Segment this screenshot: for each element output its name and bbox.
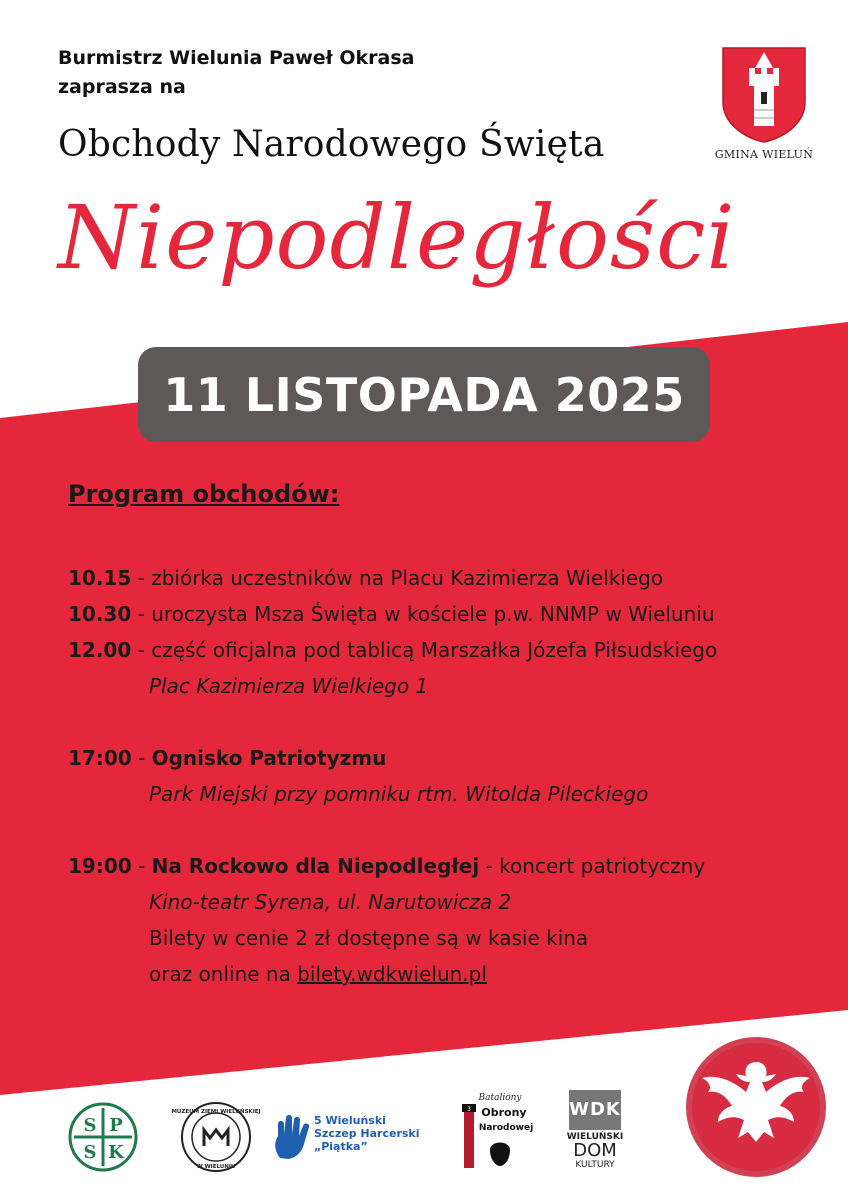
program-time: 12.00 (68, 638, 132, 662)
program-place: Kino-teatr Syrena, ul. Narutowicza 2 (149, 890, 512, 914)
hand-icon (272, 1114, 312, 1160)
ticket-note: Bilety w cenie 2 zł dostępne są w kasie kina (149, 926, 589, 950)
bataliony-badge: 3 (467, 1106, 471, 1113)
program-place: Park Miejski przy pomniku rtm. Witolda Pileckiego (149, 782, 649, 806)
spsk-letter: P (109, 1115, 123, 1136)
program-event-title: Ognisko Patriotyzmu (151, 746, 387, 770)
program-event-title: Na Rockowo dla Niepodległej (151, 854, 480, 878)
muzeum-ring-text: MUZEUM ZIEMI WIELUŃSKIEJ (171, 1109, 261, 1115)
bataliony-line-2: Narodowej (478, 1123, 534, 1133)
program-heading: Program obchodów: (68, 480, 340, 508)
spsk-letter: K (108, 1142, 124, 1163)
spsk-letter: S (83, 1142, 97, 1163)
program-text: część oficjalna pod tablicą Marszałka Józefa Piłsudskiego (151, 638, 718, 662)
ticket-online-note: oraz online na bilety.wdkwielun.pl (149, 962, 487, 986)
harcerze-logo (272, 1114, 432, 1164)
program-section (68, 480, 838, 992)
crest-label: GMINA WIELUŃ (714, 148, 814, 161)
wdk-line-1: WIELUŃSKI (566, 1132, 624, 1142)
tower-crest-icon (719, 44, 809, 144)
program-time: 19:00 (68, 854, 132, 878)
program-text: zbiórka uczestników na Placu Kazimierza Wielkiego (151, 566, 664, 590)
program-item: 19:00 - Na Rockowo dla Niepodległej - koncert patriotyczny (68, 854, 706, 878)
bataliony-logo (456, 1090, 540, 1174)
host-line-1: Burmistrz Wielunia Paweł Okrasa (58, 47, 415, 69)
event-date: 11 LISTOPADA 2025 (163, 367, 685, 422)
harcerze-line-3: „Piątka” (314, 1140, 368, 1153)
muzeum-logo-icon (171, 1100, 261, 1174)
date-box (138, 347, 710, 442)
program-time: 17:00 (68, 746, 132, 770)
partner-logos (0, 1090, 848, 1200)
muzeum-bottom-text: W WIELUNIU (196, 1164, 236, 1170)
program-text: uroczysta Msza Święta w kościele p.w. NNMP w Wieluniu (151, 602, 715, 626)
program-item: 10.30 - uroczysta Msza Święta w kościele p.w. NNMP w Wieluniu (68, 602, 715, 626)
program-place: Plac Kazimierza Wielkiego 1 (149, 674, 429, 698)
program-time: 10.15 (68, 566, 132, 590)
wdk-mark: WDK (569, 1090, 621, 1130)
bataliony-top-text: Bataliony (478, 1093, 522, 1103)
wdk-line-3: KULTURY (575, 1160, 615, 1170)
program-item: 12.00 - część oficjalna pod tablicą Marszałka Józefa Piłsudskiego (68, 638, 718, 662)
bataliony-line-1: Obrony (481, 1106, 527, 1119)
host-line-2: zaprasza na (58, 76, 186, 98)
program-item: 10.15 - zbiórka uczestników na Placu Kazimierza Wielkiego (68, 566, 664, 590)
spsk-logo-icon (68, 1102, 138, 1172)
host-text (58, 44, 414, 102)
spsk-letter: S (83, 1115, 97, 1136)
program-time: 10.30 (68, 602, 132, 626)
tickets-link[interactable]: bilety.wdkwielun.pl (297, 962, 487, 986)
gmina-crest (704, 44, 824, 184)
wdk-logo (560, 1090, 630, 1180)
event-title: Niepodległości (58, 186, 736, 289)
program-item: 17:00 - Ognisko Patriotyzmu (68, 746, 387, 770)
bataliony-emblem-icon (456, 1090, 540, 1174)
event-subtitle: Obchody Narodowego Święta (58, 124, 605, 165)
harcerze-line-1: 5 Wieluński (314, 1114, 386, 1127)
program-text: - koncert patriotyczny (479, 854, 706, 878)
wdk-line-2: DOM (573, 1140, 617, 1161)
harcerze-line-2: Szczep Harcerski (314, 1127, 420, 1140)
